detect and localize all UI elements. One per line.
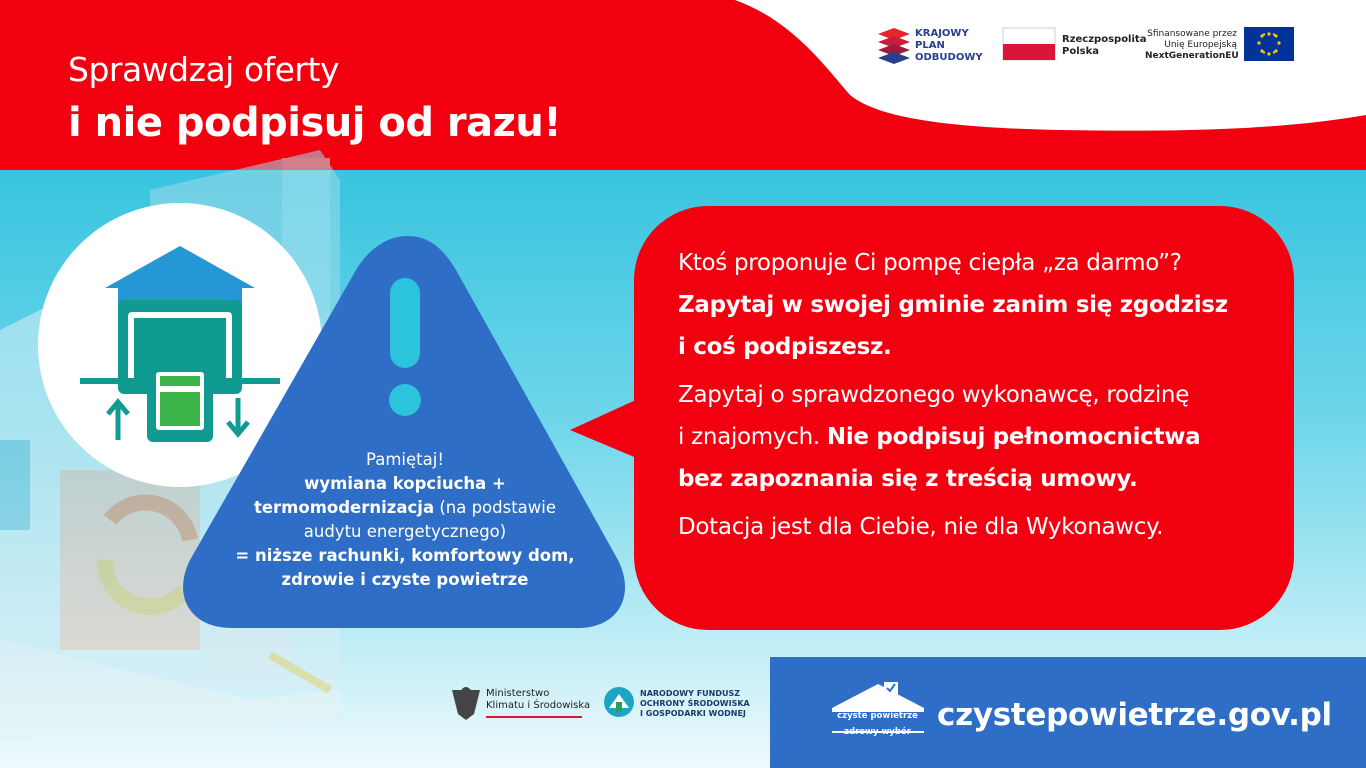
bubble-text: [678, 242, 1248, 554]
czyste-powietrze-logo-text: [830, 711, 925, 737]
eu-line2: Unię Europejską: [1164, 40, 1237, 50]
cp-line1: czyste powietrze: [837, 711, 918, 721]
cp-line2: zdrowy wybór: [844, 727, 911, 737]
bubble-paragraph-2: Zapytaj o sprawdzonego wykonawcę, rodzinę i znajomych. Nie podpisuj pełnomocnictwa bez zapoznania się z treścią umowy.: [678, 382, 1201, 492]
warning-text: [205, 448, 605, 592]
kpo-line3: ODBUDOWY: [915, 52, 983, 63]
warning-line6: zdrowie i czyste powietrze: [281, 570, 529, 589]
warning-line2: wymiana kopciucha +: [304, 474, 506, 493]
headline-line2: i nie podpisuj od razu!: [68, 100, 562, 146]
warning-line5: = niższe rachunki, komfortowy dom,: [235, 546, 575, 565]
warning-line3: termomodernizacja (na podstawie: [253, 498, 557, 517]
warning-line1: Pamiętaj!: [366, 450, 444, 469]
ministry-line2: Klimatu i Środowiska: [486, 700, 591, 711]
fund-line1: NARODOWY FUNDUSZ: [640, 689, 741, 698]
ministry-logo-text: [486, 688, 590, 712]
kpo-logo-text: [915, 28, 983, 64]
bubble-paragraph-1: Ktoś proponuje Ci pompę ciepła „za darmo”? Zapytaj w swojej gminie zanim się zgodzisz i coś podpiszesz.: [678, 250, 1228, 360]
headline-line1: Sprawdzaj oferty: [68, 50, 339, 89]
eu-line1: Sfinansowane przez: [1147, 29, 1237, 39]
fund-line3: I GOSPODARKI WODNEJ: [640, 709, 746, 718]
fund-logo-text: [640, 689, 750, 719]
website-link[interactable]: czystepowietrze.gov.pl: [937, 697, 1332, 733]
kpo-line2: PLAN: [915, 40, 945, 51]
fund-line2: OCHRONY ŚRODOWISKA: [640, 699, 750, 708]
rp-line2: Polska: [1062, 46, 1099, 57]
ministry-line1: Ministerstwo: [486, 688, 550, 699]
kpo-line1: KRAJOWY: [915, 28, 969, 39]
warning-line4: audytu energetycznego): [303, 522, 507, 541]
rp-logo-text: [1062, 34, 1146, 58]
bubble-paragraph-3: Dotacja jest dla Ciebie, nie dla Wykonawcy.: [678, 514, 1164, 540]
eu-logo-text: [1145, 29, 1237, 62]
eu-line3: NextGenerationEU: [1145, 51, 1239, 61]
rp-line1: Rzeczpospolita: [1062, 34, 1147, 45]
